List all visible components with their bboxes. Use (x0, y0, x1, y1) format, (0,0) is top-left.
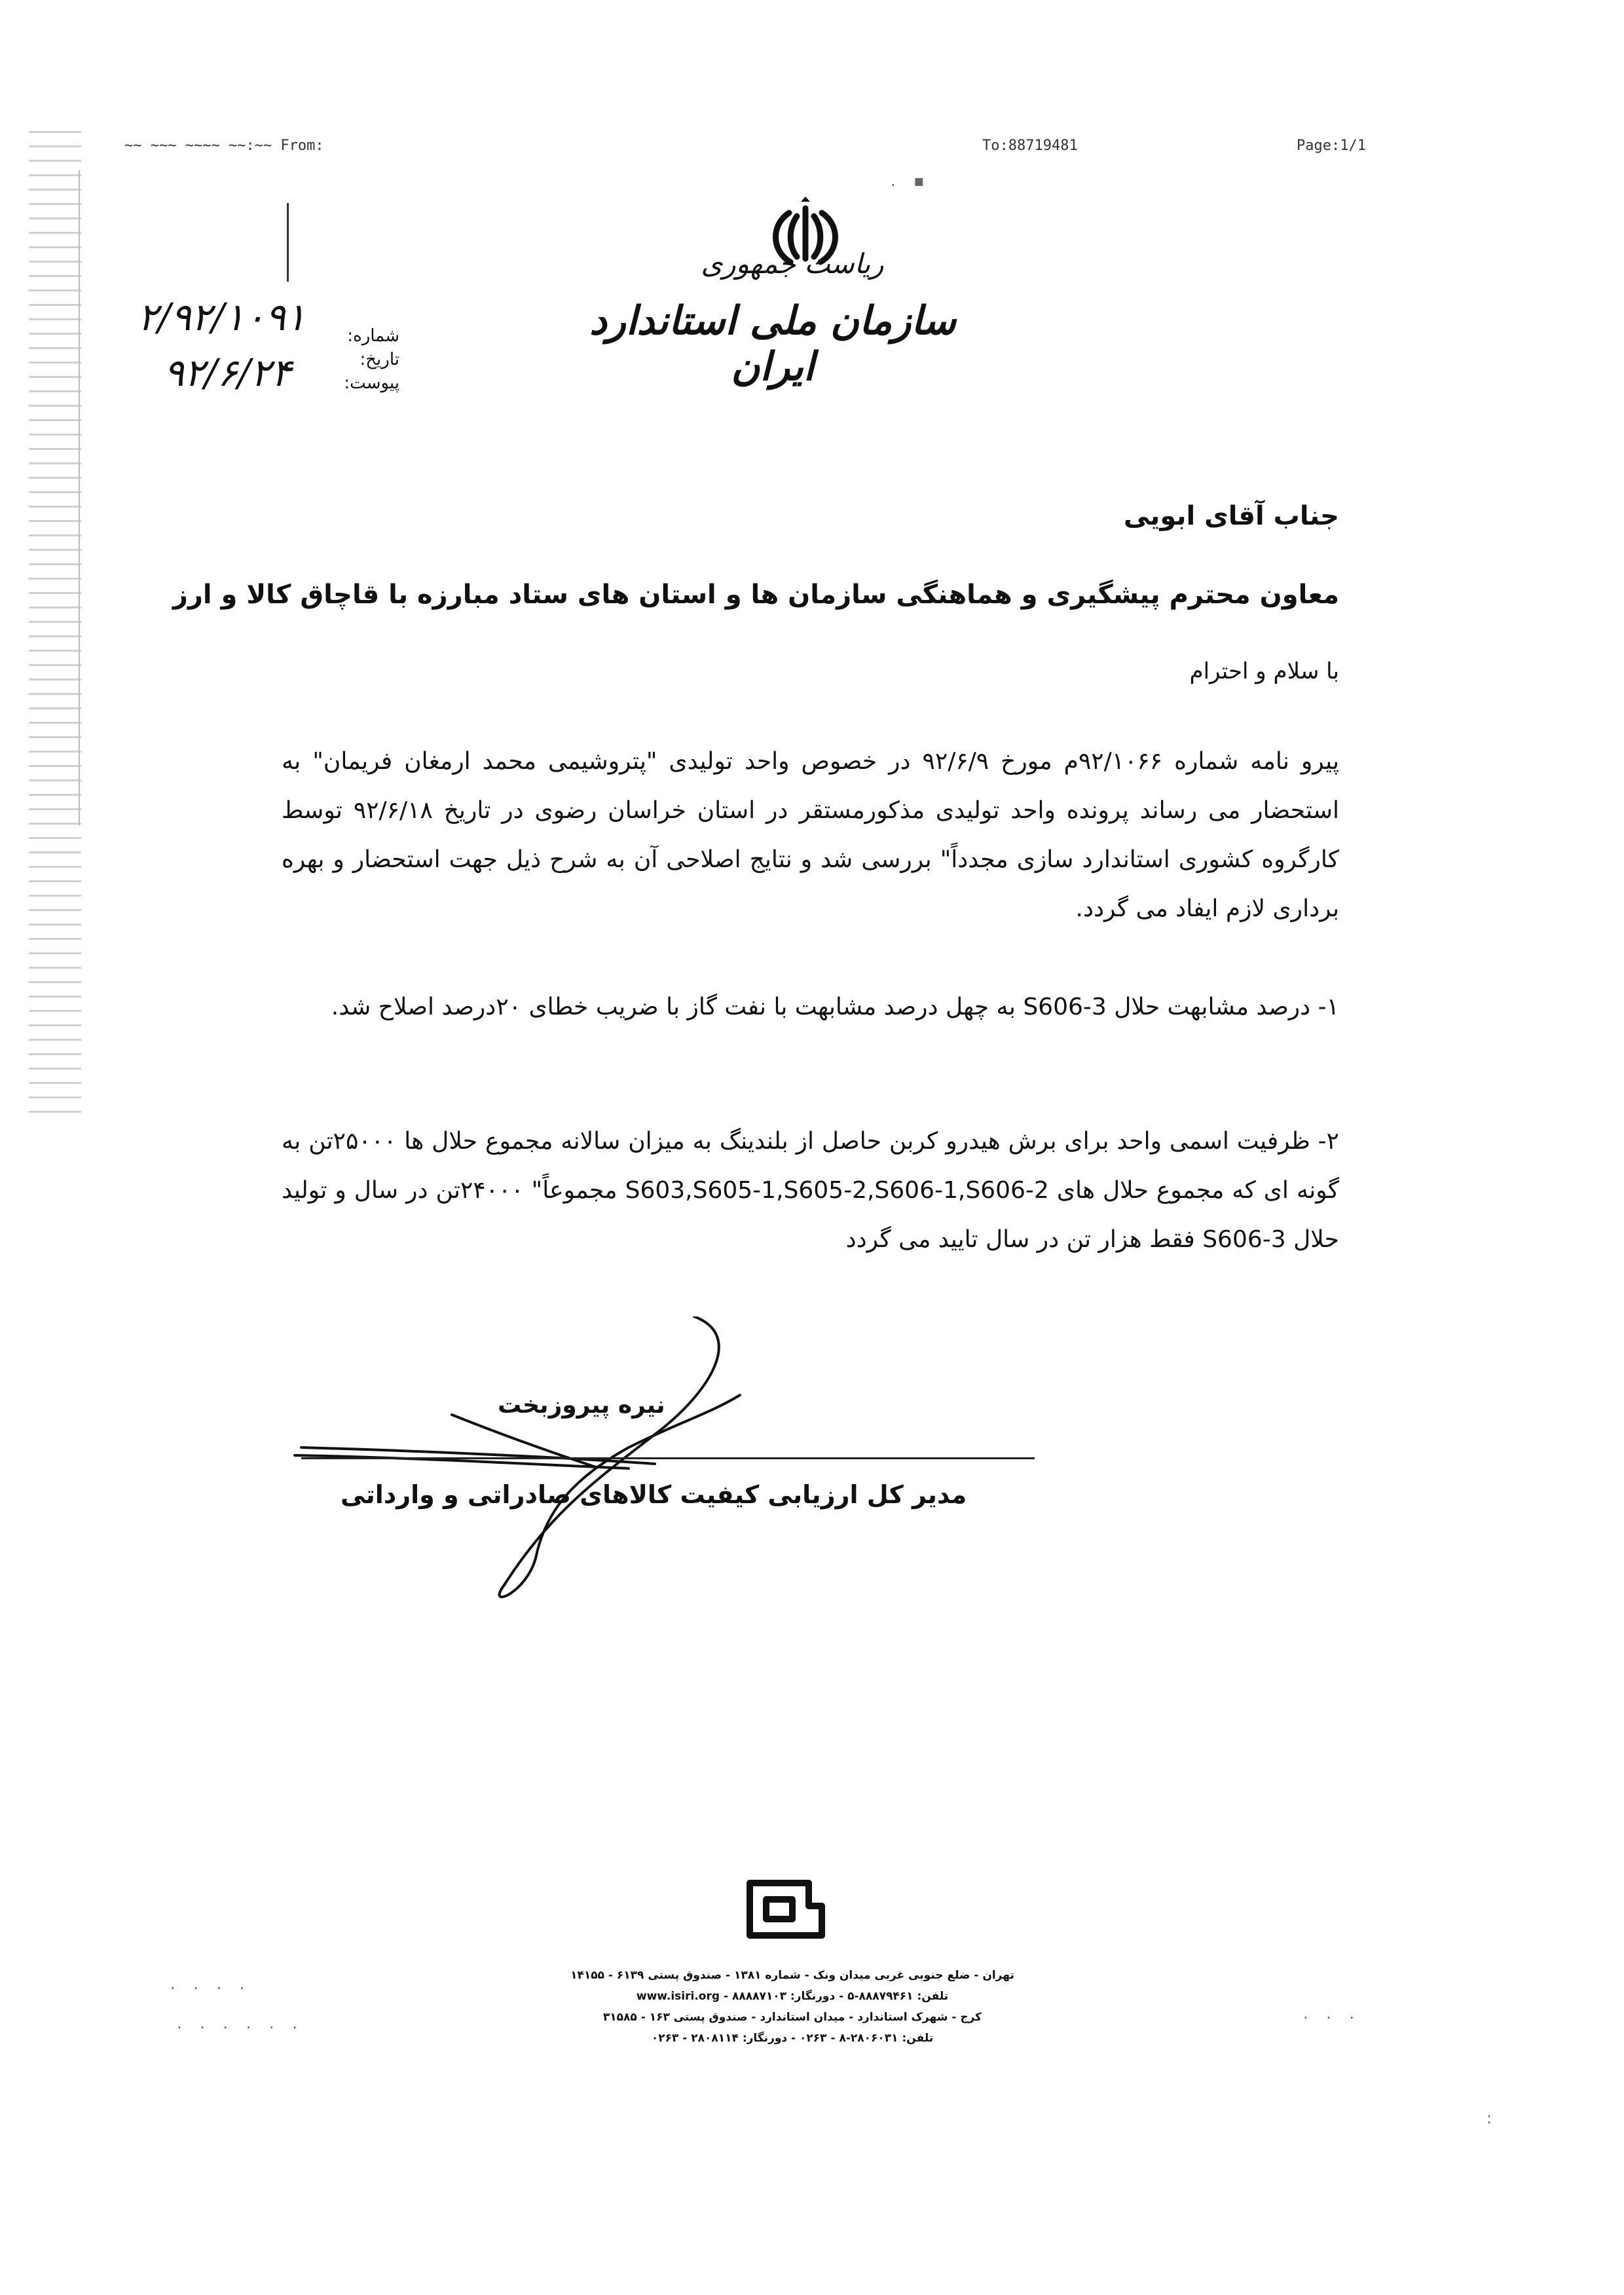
number-label: شماره: (347, 326, 399, 346)
greeting: با سلام و احترام (1189, 658, 1339, 684)
scan-dots: . . . . (170, 1975, 251, 1993)
signatory-name: نیره پیروزبخت (498, 1392, 665, 1419)
scan-edge-line (79, 170, 80, 825)
header-vertical-mark (287, 203, 289, 282)
date-label: تاریخ: (360, 350, 399, 369)
scan-dots: ▪ . (891, 172, 931, 190)
footer-address-karaj: کرج - شهرک استاندارد - میدان استاندارد - صندوق پستی ۱۶۳ - ۳۱۵۸۵ (602, 2011, 982, 2024)
body-paragraph-intro: پیرو نامه شماره ۹۲/۱۰۶۶م مورخ ۹۲/۶/۹ در خصوص واحد تولیدی "پتروشیمی محمد ارمغان فریمان" به استحضار می رساند پرونده واحد تولیدی مذکورمستقر در استان خراسان رضوی در تاریخ ۹۲/۶/۱۸ توسط کارگروه کشوری استاندارد سازی مجدداً" بررسی شد و نتایج اصلاحی آن به شرح ذیل جهت استحضار و بهره برداری لازم ایفاد می گردد. (282, 748, 1339, 922)
handwritten-letter-number: ۲/۹۲/۱۰۹۱ (138, 295, 306, 339)
letterhead-presidency: ریاست جمهوری (701, 248, 884, 280)
footer-contact-info (537, 1965, 1048, 2049)
handwritten-signature-icon (288, 1316, 1048, 1605)
meta-labels (344, 324, 399, 395)
footer-phone-tehran: تلفن: ۸۸۸۷۹۴۶۱-۵ - دورنگار: ۸۸۸۸۷۱۰۳ - www.isiri.org (636, 1990, 949, 2003)
fax-header-page: Page:1/1 (1297, 138, 1366, 154)
isiri-logo-icon (737, 1870, 828, 1949)
footer-phone-karaj: تلفن: ۲۸۰۶۰۳۱-۸ - ۰۲۶۳ - دورنگار: ۲۸۰۸۱۱۴ - ۰۲۶۳ (651, 2032, 934, 2045)
signatory-title: مدیر کل ارزیابی کیفیت کالاهای صادراتی و وارداتی (341, 1480, 967, 1509)
letterhead-organization: سازمان ملی استاندارد ایران (589, 298, 956, 390)
fax-header-to: To:88719481 (982, 138, 1078, 154)
body-paragraph-item-1: ۱- درصد مشابهت حلال S606-3 به چهل درصد مشابهت با نفت گاز با ضریب خطای ۲۰درصد اصلاح شد. (331, 994, 1339, 1020)
scan-dots: . . . (1303, 2004, 1361, 2023)
body-paragraph-item-2: ۲- ظرفیت اسمی واحد برای برش هیدرو کربن حاصل از بلندینگ به میزان سالانه مجموع حلال ها ۲۵۰۰۰تن به گونه ای که مجموع حلال های S603,S605-1,S605-2,S606-1,S606-2 مجموعاً" ۲۴۰۰۰تن در سال و تولید حلال S606-3 فقط هزار تن در سال تایید می گردد (282, 1128, 1340, 1253)
recipient-title: معاون محترم پیشگیری و هماهنگی سازمان ها و استان های ستاد مبارزه با قاچاق کالا و ارز (172, 580, 1339, 610)
fax-header-left: ~~ ~~~ ~~~~ ~~:~~ From: (124, 138, 324, 154)
signature-line (301, 1457, 1035, 1459)
handwritten-letter-date: ۹۲/۶/۲۴ (164, 350, 291, 395)
scan-edge-noise (29, 131, 81, 1113)
footer-address-tehran: تهران - ضلع جنوبی غربی میدان ونک - شماره ۱۳۸۱ - صندوق پستی ۶۱۳۹ - ۱۴۱۵۵ (570, 1969, 1014, 1982)
scan-dots: . . . . . . (177, 2014, 304, 2032)
salutation: جناب آقای ابویی (1123, 501, 1339, 531)
scan-dots: : (1486, 2109, 1499, 2127)
attachment-label: پیوست: (344, 373, 399, 393)
